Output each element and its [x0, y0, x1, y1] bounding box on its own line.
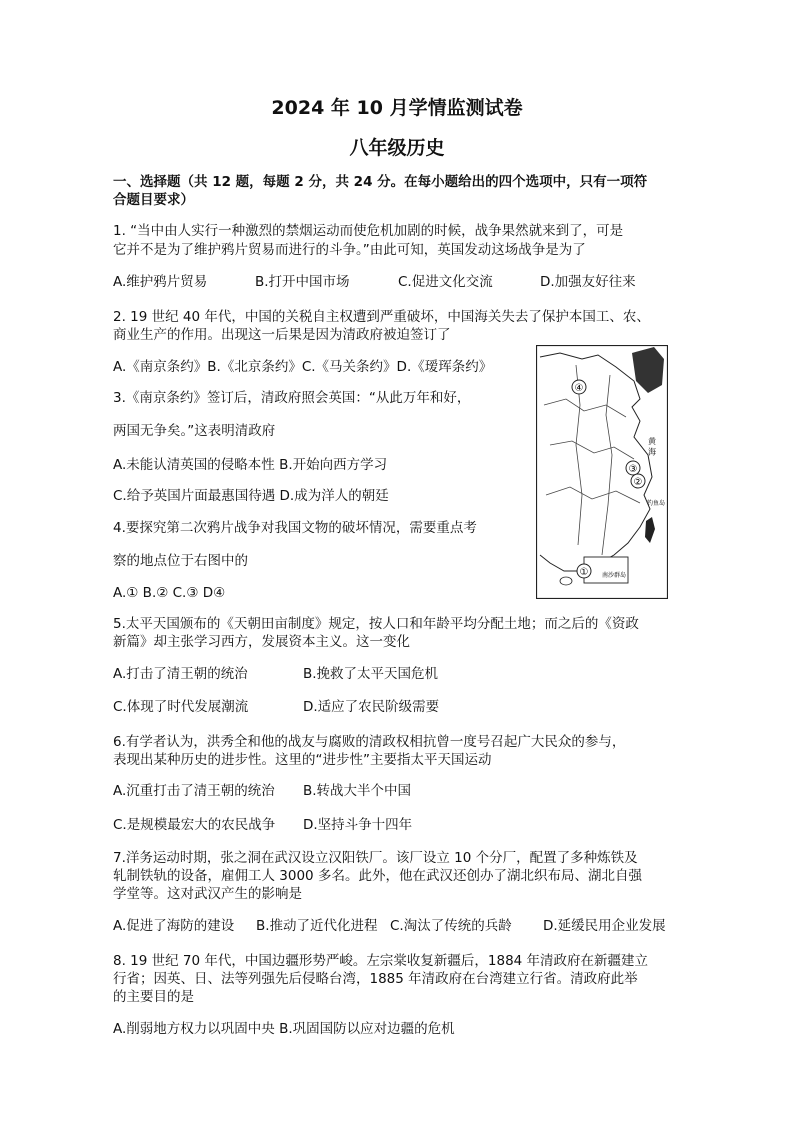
exam-title: 2024 年 10 月学情监测试卷 — [271, 97, 523, 119]
q1-line2: 它并不是为了维护鸦片贸易而进行的斗争。”由此可知，英国发动这场战争是为了 — [113, 242, 586, 258]
q8-line1: 8. 19 世纪 70 年代，中国边疆形势严峻。左宗棠收复新疆后，1884 年清政府在新疆建立 — [113, 953, 649, 969]
q4-line1: 4.要探究第二次鸦片战争对我国文物的破坏情况，需要重点考 — [113, 520, 477, 536]
q4-options: A.① B.② C.③ D④ — [113, 585, 226, 601]
china-map — [536, 345, 668, 599]
q5-line2: 新篇》却主张学习西方，发展资本主义。这一变化 — [113, 634, 410, 650]
q1-option-c: C.促进文化交流 — [398, 274, 493, 290]
q2-line1: 2. 19 世纪 40 年代，中国的关税自主权遭到严重破坏，中国海关失去了保护本国工、农、 — [113, 309, 650, 325]
sea-label: 黄 海 — [647, 437, 657, 456]
marker-2: ② — [633, 477, 643, 488]
q3-options-ab: A.未能认清英国的侵略本性 B.开始向西方学习 — [113, 457, 388, 473]
q5-option-d: D.适应了农民阶级需要 — [303, 699, 440, 715]
q7-option-b: B.推动了近代化进程 — [256, 918, 378, 934]
exam-subtitle: 八年级历史 — [349, 137, 445, 159]
q6-option-a: A.沉重打击了清王朝的统治 — [113, 783, 275, 799]
q7-option-d: D.延缓民用企业发展 — [543, 918, 666, 934]
q8-options: A.削弱地方权力以巩固中央 B.巩固国防以应对边疆的危机 — [113, 1021, 455, 1037]
section-heading-line2: 合题目要求） — [113, 192, 194, 208]
q2-options: A.《南京条约》B.《北京条约》C.《马关条约》D.《瑷珲条约》 — [113, 359, 493, 375]
q3-line1: 3.《南京条约》签订后，清政府照会英国：“从此万年和好， — [113, 390, 471, 406]
q7-option-a: A.促进了海防的建设 — [113, 918, 235, 934]
q5-option-b: B.挽救了太平天国危机 — [303, 666, 439, 682]
q7-line1: 7.洋务运动时期，张之洞在武汉设立汉阳铁厂。该厂设立 10 个分厂，配置了多种炼铁及 — [113, 850, 638, 866]
q1-option-b: B.打开中国市场 — [255, 274, 350, 290]
q1-option-d: D.加强友好往来 — [540, 274, 636, 290]
q3-options-cd: C.给予英国片面最惠国待遇 D.成为洋人的朝廷 — [113, 488, 389, 504]
q7-option-c: C.淘汰了传统的兵龄 — [390, 918, 512, 934]
section-heading-line1: 一、选择题（共 12 题，每题 2 分，共 24 分。在每小题给出的四个选项中，只有一项符 — [113, 174, 648, 190]
q1-option-a: A.维护鸦片贸易 — [113, 274, 208, 290]
q5-line1: 5.太平天国颁布的《天朝田亩制度》规定，按人口和年龄平均分配土地；而之后的《资政 — [113, 616, 639, 632]
q1-line1: 1. “当中由人实行一种激烈的禁烟运动而使危机加剧的时候，战争果然就来到了，可是 — [113, 223, 624, 239]
q6-option-b: B.转战大半个中国 — [303, 783, 412, 799]
q2-line2: 商业生产的作用。出现这一后果是因为清政府被迫签订了 — [113, 327, 451, 343]
q6-line2: 表现出某种历史的进步性。这里的“进步性”主要指太平天国运动 — [113, 752, 492, 768]
q5-option-a: A.打击了清王朝的统治 — [113, 666, 248, 682]
marker-1: ① — [579, 567, 589, 578]
q8-line3: 的主要目的是 — [113, 989, 194, 1005]
q6-option-c: C.是规模最宏大的农民战争 — [113, 817, 276, 833]
q3-line2: 两国无争矣。”这表明清政府 — [113, 423, 276, 439]
q7-line3: 学堂等。这对武汉产生的影响是 — [113, 886, 302, 902]
inset-label: 南沙群岛 — [602, 572, 627, 579]
q6-option-d: D.坚持斗争十四年 — [303, 817, 413, 833]
q4-line2: 察的地点位于右图中的 — [113, 553, 248, 569]
island-label: 钓鱼岛 — [647, 500, 666, 507]
q7-line2: 轧制铁轨的设备，雇佣工人 3000 多名。此外，他在武汉还创办了湖北织布局、湖北自强 — [113, 868, 642, 884]
marker-3: ③ — [628, 464, 638, 475]
q6-line1: 6.有学者认为，洪秀全和他的战友与腐败的清政权相抗曾一度号召起广大民众的参与， — [113, 734, 626, 750]
marker-4: ④ — [574, 383, 584, 394]
q8-line2: 行省；因英、日、法等列强先后侵略台湾，1885 年清政府在台湾建立行省。清政府此举 — [113, 971, 638, 987]
q5-option-c: C.体现了时代发展潮流 — [113, 699, 249, 715]
